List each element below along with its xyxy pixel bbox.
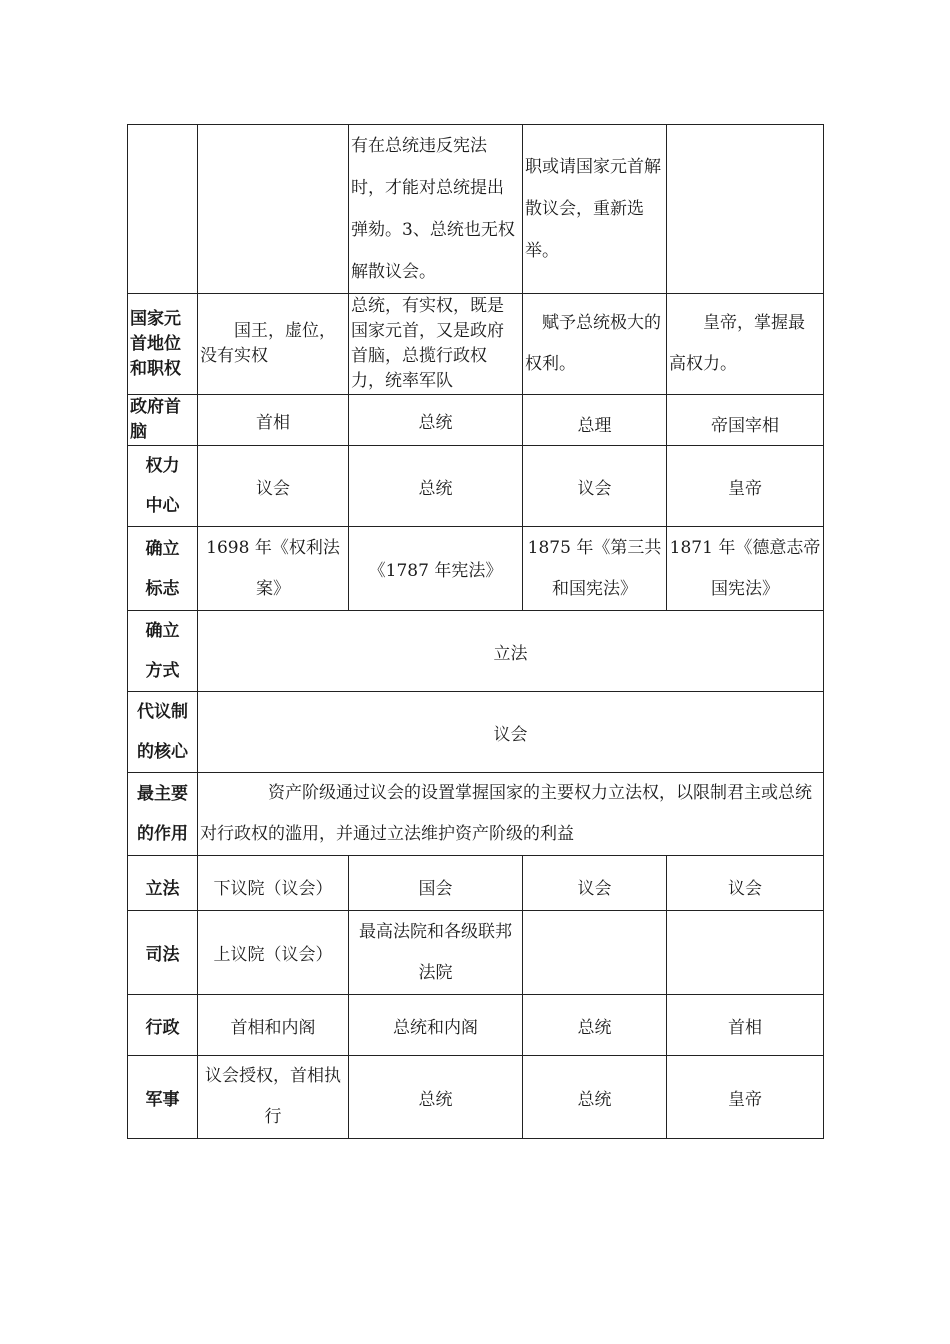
usa-cell: 总统 bbox=[349, 395, 523, 446]
table-row-judicial bbox=[128, 911, 824, 995]
france-cell: 总统 bbox=[523, 995, 667, 1056]
table-row-establish-method bbox=[128, 611, 824, 692]
britain-cell bbox=[198, 125, 349, 294]
usa-cell: 国会 bbox=[349, 856, 523, 911]
comparison-table bbox=[127, 124, 824, 1139]
row-header-head-of-state: 国家元首地位和职权 bbox=[128, 294, 198, 395]
row-header-power-center: 权力中心 bbox=[128, 446, 198, 527]
usa-cell: 总统 bbox=[349, 1056, 523, 1139]
germany-cell: 皇帝，掌握最高权力。 bbox=[667, 294, 824, 395]
usa-cell: 《1787 年宪法》 bbox=[349, 527, 523, 611]
france-cell: 职或请国家元首解散议会，重新选举。 bbox=[523, 125, 667, 294]
britain-cell: 1698 年《权利法案》 bbox=[198, 527, 349, 611]
usa-cell: 最高法院和各级联邦法院 bbox=[349, 911, 523, 995]
row-header-establish-mark: 确立标志 bbox=[128, 527, 198, 611]
table-row-establish-mark bbox=[128, 527, 824, 611]
row-header-head-of-government: 政府首脑 bbox=[128, 395, 198, 446]
merged-value-cell: 资产阶级通过议会的设置掌握国家的主要权力立法权，以限制君主或总统对行政权的滥用，并通过立法维护资产阶级的利益 bbox=[198, 773, 824, 856]
usa-cell: 有在总统违反宪法时，才能对总统提出弹劾。3、总统也无权解散议会。 bbox=[349, 125, 523, 294]
row-header-judicial: 司法 bbox=[128, 911, 198, 995]
britain-cell: 议会 bbox=[198, 446, 349, 527]
france-cell: 总理 bbox=[523, 395, 667, 446]
germany-cell: 帝国宰相 bbox=[667, 395, 824, 446]
germany-cell: 首相 bbox=[667, 995, 824, 1056]
germany-cell: 皇帝 bbox=[667, 1056, 824, 1139]
france-cell: 议会 bbox=[523, 446, 667, 527]
germany-cell bbox=[667, 125, 824, 294]
britain-cell: 国王，虚位，没有实权 bbox=[198, 294, 349, 395]
row-header-military: 军事 bbox=[128, 1056, 198, 1139]
britain-cell: 首相 bbox=[198, 395, 349, 446]
germany-cell: 1871 年《德意志帝国宪法》 bbox=[667, 527, 824, 611]
usa-cell: 总统，有实权，既是国家元首，又是政府首脑，总揽行政权力，统率军队 bbox=[349, 294, 523, 395]
france-cell bbox=[523, 911, 667, 995]
table-row-military bbox=[128, 1056, 824, 1139]
table-row-executive bbox=[128, 995, 824, 1056]
britain-cell: 下议院（议会） bbox=[198, 856, 349, 911]
table-row-head-of-state bbox=[128, 294, 824, 395]
merged-value-cell: 议会 bbox=[198, 692, 824, 773]
table-row-power-center bbox=[128, 446, 824, 527]
britain-cell: 首相和内阁 bbox=[198, 995, 349, 1056]
row-header-cell bbox=[128, 125, 198, 294]
table-row-continuation bbox=[128, 125, 824, 294]
britain-cell: 上议院（议会） bbox=[198, 911, 349, 995]
table-row-core bbox=[128, 692, 824, 773]
table-row-head-of-government bbox=[128, 395, 824, 446]
row-header-executive: 行政 bbox=[128, 995, 198, 1056]
germany-cell bbox=[667, 911, 824, 995]
table-row-main-role bbox=[128, 773, 824, 856]
britain-cell: 议会授权，首相执行 bbox=[198, 1056, 349, 1139]
france-cell: 赋予总统极大的权利。 bbox=[523, 294, 667, 395]
france-cell: 议会 bbox=[523, 856, 667, 911]
usa-cell: 总统 bbox=[349, 446, 523, 527]
germany-cell: 皇帝 bbox=[667, 446, 824, 527]
row-header-legislative: 立法 bbox=[128, 856, 198, 911]
table-row-legislative bbox=[128, 856, 824, 911]
merged-value-cell: 立法 bbox=[198, 611, 824, 692]
row-header-establish-method: 确立方式 bbox=[128, 611, 198, 692]
germany-cell: 议会 bbox=[667, 856, 824, 911]
row-header-main-role: 最主要的作用 bbox=[128, 773, 198, 856]
france-cell: 1875 年《第三共和国宪法》 bbox=[523, 527, 667, 611]
france-cell: 总统 bbox=[523, 1056, 667, 1139]
usa-cell: 总统和内阁 bbox=[349, 995, 523, 1056]
row-header-core: 代议制的核心 bbox=[128, 692, 198, 773]
